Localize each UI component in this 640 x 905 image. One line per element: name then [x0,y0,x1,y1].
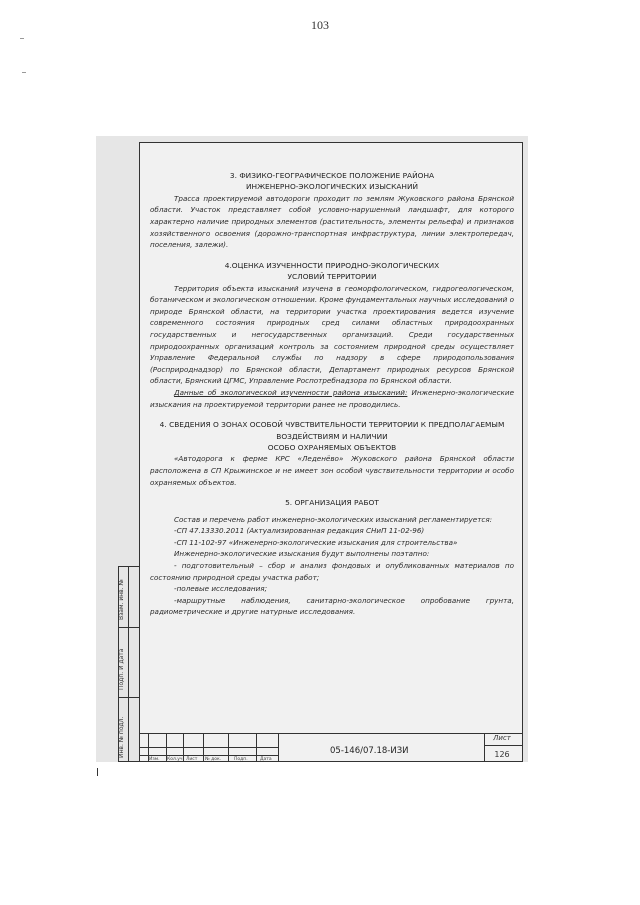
paragraph: Трасса проектируемой автодороги проходит по землям Жуковского района Брянской области. Участок представляет собой условно-нарушенный ландшафт, для которого характерно наличие природных элементов (растительность, элементы рельефа) и признаков хозяйственного освоения (дорожно-транспортная инфраструктура, линии электропередач, поселения, залежи). [150,193,514,250]
title-block-row-line [484,745,523,746]
list-line: -маршрутные наблюдения, санитарно-экологическое опробование грунта, радиометрические и другие натурные исследования. [150,595,514,617]
title-block-col-line [203,733,204,762]
title-block-row-line [139,755,278,756]
side-stamp-row-line [118,697,139,698]
section-title: ВОЗДЕЙСТВИЯМ И НАЛИЧИИ [276,431,388,441]
side-label-original-inventory: Инв. № подл. [118,716,125,758]
section-title: 4.ОЦЕНКА ИЗУЧЕННОСТИ ПРИРОДНО-ЭКОЛОГИЧЕСКИХ [224,260,440,270]
paragraph [150,387,514,410]
stamp-column-head: Лист [186,757,198,762]
section-title: 4. СВЕДЕНИЯ О ЗОНАХ ОСОБОЙ ЧУВСТВИТЕЛЬНОСТИ ТЕРРИТОРИИ К ПРЕДПОЛАГАЕМЫМ [159,420,505,430]
title-block-col-line [228,733,229,762]
stamp-column-head: № док. [205,757,222,762]
stamp-column-head: Подп. [234,757,248,762]
underlined-lead: Данные об экологической изученности района изысканий: [174,387,408,397]
stamp-column-head: Кол.уч [167,757,183,762]
paragraph: Территория объекта изысканий изучена в геоморфологическом, гидрогеологическом, ботаническом и экологическом отношении. Кроме фундаментальных научных исследований о природе Брянской области, на территории участка проектирования ведется изучение современного состояния природных сред силами областных природоохранных государственных и негосударственных организаций. Среди государственных природоохранных организаций контроль за состоянием природной среды осуществляет Управление Федеральной службы по надзору в сфере природопользования (Росприроднадзор) по Брянской области, Департамент природных ресурсов Брянской области, Брянский ЦГМС, Управление Роспотребнадзора по Брянской области. [150,283,514,386]
page-number: 103 [311,18,329,32]
list-line: -СП 47.13330.2011 (Актуализированная редакция СНиП 11-02-96) [174,526,425,536]
title-block-col-line [278,733,279,762]
sheet-number: 126 [494,750,510,759]
list-line: -полевые исследования; [174,584,268,594]
section-title: ИНЖЕНЕРНО-ЭКОЛОГИЧЕСКИХ ИЗЫСКАНИЙ [245,182,419,192]
document-body [150,170,514,618]
title-block-col-line [256,733,257,762]
stamp-column-head: Изм. [149,757,160,762]
list-line: -СП 11-102-97 «Инженерно-экологические изыскания для строительства» [174,537,458,547]
list-line: Состав и перечень работ инженерно-экологических изысканий регламентируется: [174,514,493,524]
sheet-label: Лист [493,734,511,742]
title-block-col-line [183,733,184,762]
side-stamp-row-line [118,627,139,628]
paragraph: «Автодорога к ферме КРС «Леденёво» Жуковского района Брянской области расположена в СП Крыжинское и не имеет зон особой чувствительности территории и особо охраняемых объектов. [150,454,514,487]
list-line: - подготовительный – сбор и анализ фондовых и опубликованных материалов по состоянию природной среды участка работ; [150,560,514,582]
scan-mark [22,72,26,73]
section-title: 5. ОРГАНИЗАЦИЯ РАБОТ [285,498,379,508]
side-label-signature-date: Подп. И дата [118,648,125,690]
scan-mark [97,768,98,776]
list-line: Инженерно-экологические изыскания будут выполнены поэтапно: [174,549,430,559]
scan-mark [20,38,24,39]
title-block-row-line [139,747,278,748]
side-label-replacement-inventory: Взам. инв. № [118,579,125,620]
section-title: УСЛОВИЙ ТЕРРИТОРИИ [287,272,377,282]
note-text: Инженерно-экологические изыскания на проектируемой территории ранее не проводились. [150,387,514,409]
section-title: 3. ФИЗИКО-ГЕОГРАФИЧЕСКОЕ ПОЛОЖЕНИЕ РАЙОНА [229,171,435,180]
stamp-column-head: Дата [260,757,272,762]
document-code: 05-146/07.18-ИЗИ [330,746,409,756]
section-title: ОСОБО ОХРАНЯЕМЫХ ОБЪЕКТОВ [267,442,397,452]
